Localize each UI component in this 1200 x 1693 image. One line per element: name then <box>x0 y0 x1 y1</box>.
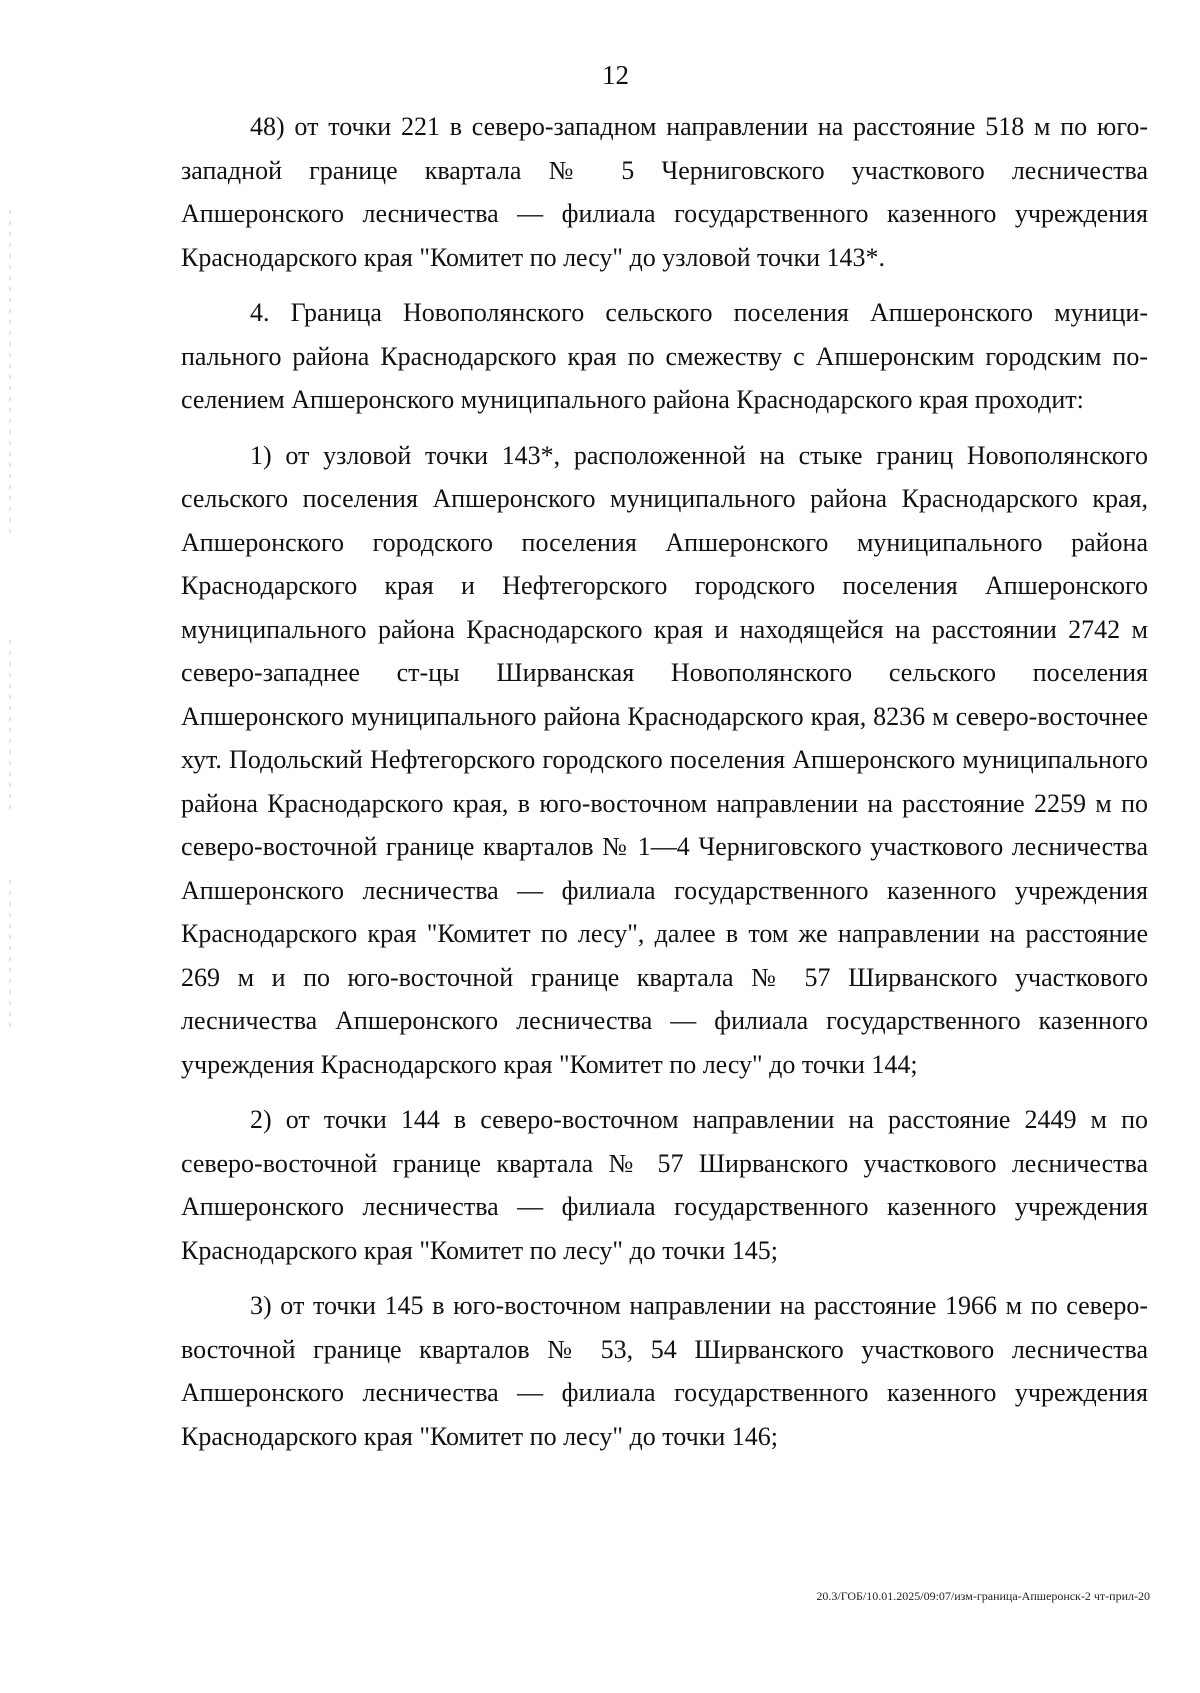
document-body <box>181 105 1148 1470</box>
paragraph-2: 2) от точки 144 в северо-восточном направлении на расстояние 2449 м по северо-восточной границе квартала № 57 Ширванского участкового лесничества Апшеронского лесничества — филиала государственного казенного учреждения Краснодарского края "Комитет по лесу" до точки 145; <box>181 1105 1148 1265</box>
footer-document-code: 20.3/ГОБ/10.01.2025/09:07/изм-граница-Апшеронск-2 чт-прил-20 <box>816 1589 1150 1603</box>
page-number: 12 <box>602 60 629 90</box>
margin-scan-artifact <box>9 210 11 540</box>
paragraph-3: 3) от точки 145 в юго-восточном направлении на расстояние 1966 м по северо-восточной границе кварталов № 53, 54 Ширванского участкового лесничества Апшеронского лесничества — филиала государственного казенного учреждения Краснодарского края "Комитет по лесу" до точки 146; <box>181 1291 1148 1451</box>
margin-scan-artifact <box>9 640 11 810</box>
paragraph-48: 48) от точки 221 в северо-западном направлении на расстояние 518 м по юго-западной границе квартала № 5 Черниговского участкового лесничества Апшеронского лесничества — филиала государственного казенного учреждения Краснодарского края "Комитет по лесу" до узловой точки 143*. <box>181 112 1148 272</box>
paragraph-1: 1) от узловой точки 143*, расположенной на стыке границ Новополянского сельского поселения Апшеронского муниципального района Краснодарского края, Апшеронского городского поселения Апшеронского муниципального района Краснодарского края и Нефтегорского городского поселения Апшеронского муниципального района Краснодарского края и находящейся на расстоянии 2742 м северо-западнее ст-цы Ширванская Новополянского сельского поселения Апшеронского муниципального района Краснодарского края, 8236 м северо-восточнее хут. Подольский Нефтегорского городского поселения Апшеронского муниципального района Краснодарского края, в юго-восточном направлении на расстояние 2259 м по северо-восточной границе кварталов № 1—4 Черниговского участкового лесничества Апшеронского лесничества — филиала государственного казенного учреждения Краснодарского края "Комитет по лесу", далее в том же направлении на расстояние 269 м и по юго-восточной границе квартала № 57 Ширванского участкового лесничества Апшеронского лесничества — филиала государственного казенного учреждения Краснодарского края "Комитет по лесу" до точки 144; <box>181 440 1148 1079</box>
paragraph-section-4: 4. Граница Новополянского сельского поселения Апшеронского муниципального района Краснодарского края по смежеству с Апшеронским городским поселением Апшеронского муниципального района Краснодарского края проходит: <box>181 298 1148 414</box>
margin-scan-artifact <box>9 880 11 1030</box>
